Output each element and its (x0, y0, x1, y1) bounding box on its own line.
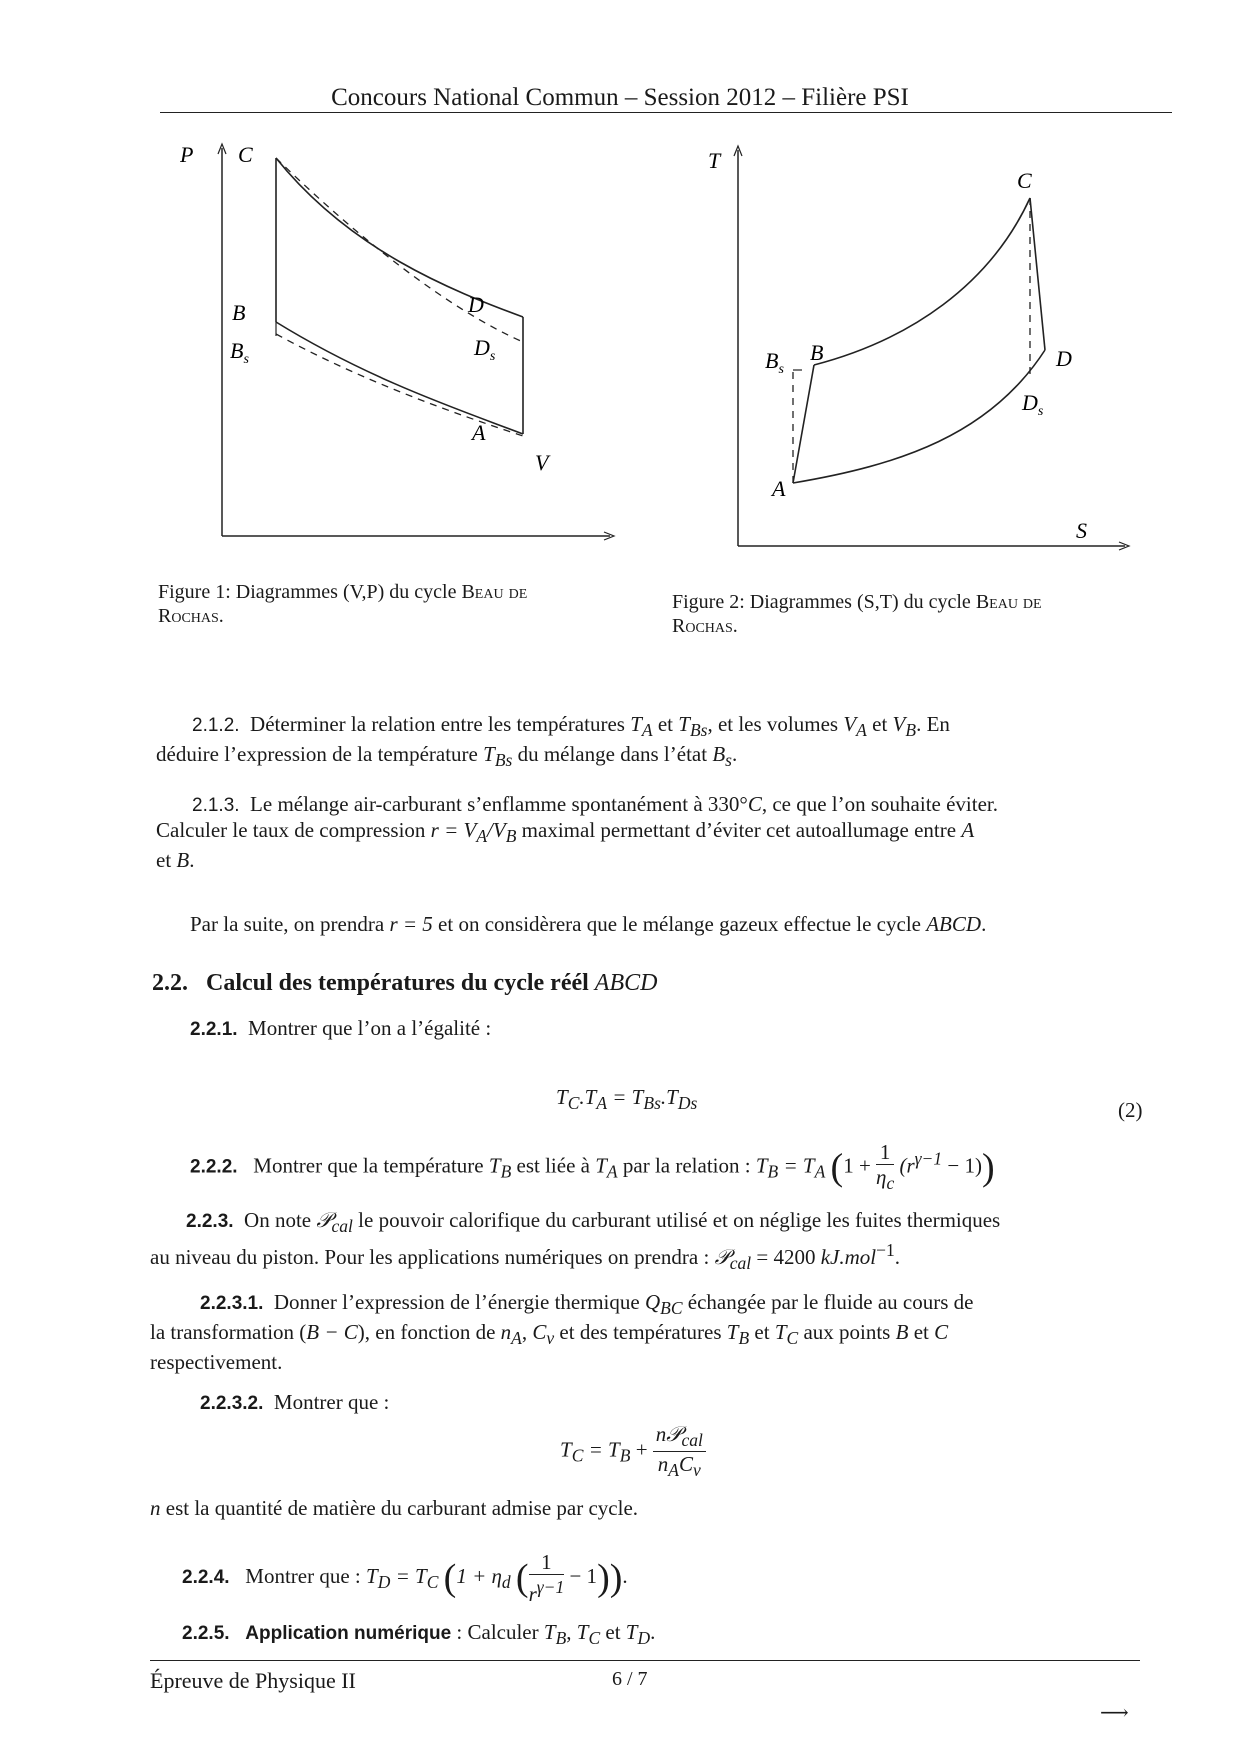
s-axis-label: S (1076, 518, 1087, 543)
note-n-definition: n est la quantité de matière du carburant admise par cycle. (150, 1496, 639, 1520)
question-2-1-2: 2.1.2. Déterminer la relation entre les températures $T_A$ et $T_{Bs}$, et les volumes $V_A$ et $V_B$. En déduire l’expression de la température $T_{Bs}$ du mélange dans l’état $B_s$. (156, 712, 950, 771)
figure-1-caption: Figure 1: Diagrammes (V,P) du cycle Beau de Rochas. (158, 581, 528, 627)
curve-c-ds-dashed (276, 158, 523, 342)
question-2-2-3-1: 2.2.3.1. Donner l’expression de l’énergie thermique $Q_{BC}$ échangée par le fluide au cours de la transformation (B − C), en fonction de $n_A$, $C_v$ et des températures $T_B$ et $T_C$ aux points B et C respectivement. (150, 1290, 974, 1375)
question-2-2-5: 2.2.5. Application numérique : Calculer $T_B$, $T_C$ et $T_D$. (182, 1620, 656, 1649)
point-bs-label: $B_s$ (230, 338, 249, 367)
point-c-label: C (1017, 168, 1032, 193)
point-d-label: D (1056, 346, 1072, 371)
footer-page-number: 6 / 7 (612, 1668, 648, 1690)
v-axis-label: V (535, 450, 549, 475)
curve-cd (276, 158, 523, 317)
next-page-arrow-icon: ⟶ (1100, 1702, 1129, 1724)
question-2-1-3: 2.1.3. Le mélange air-carburant s’enflamme spontanément à 330°C, ce que l’on souhaite éviter. Calculer le taux de compression $r = V_A/V_B$ maximal permettant d’éviter cet autoallumage entre A et B. (156, 792, 998, 873)
paragraph-par-la-suite: Par la suite, on prendra r = 5 et on considèrera que le mélange gazeux effectue le cycle ABCD. (190, 912, 987, 936)
section-2-2-heading: 2.2. Calcul des températures du cycle réél ABCD (152, 970, 658, 996)
p-axis-label: P (180, 142, 194, 167)
point-a-label: A (472, 420, 486, 445)
figure-2-caption: Figure 2: Diagrammes (S,T) du cycle Beau de Rochas. (672, 591, 1042, 637)
curve-ad (793, 350, 1045, 483)
question-2-2-2: 2.2.2. Montrer que la température $T_B$ est liée à $T_A$ par la relation : $T_B = T_A$ (1 + $\frac{1}{\eta_c}$ $(r^{\gamma-1} - 1)$) (190, 1140, 995, 1194)
equation-2-label: (2) (1118, 1098, 1143, 1122)
point-b-label: B (232, 300, 246, 325)
footer-exam-title: Épreuve de Physique II (150, 1668, 356, 1693)
point-c-label: C (238, 142, 253, 167)
question-2-2-4: 2.2.4. Montrer que : $T_D = T_C$ ($1 + \eta_d$ ( $\frac{1}{r^{\gamma-1}}$ − 1)). (182, 1550, 628, 1606)
question-2-2-3: 2.2.3. On note 𝒫$_{cal}$ le pouvoir calorifique du carburant utilisé et on néglige les fuites thermiques au niveau du piston. Pour les applications numériques on prendra : 𝒫$_{cal}$ = 4200 kJ.mol$^{-1}$. (150, 1208, 1001, 1274)
equation-2: $T_C.T_A = T_{Bs}.T_{Ds}$ (556, 1085, 698, 1114)
t-axis-label: T (708, 148, 721, 173)
curve-bc (814, 198, 1030, 365)
point-d-label: D (468, 292, 484, 317)
figure-1-vp-diagram (180, 140, 630, 550)
point-ds-label: $D_s$ (1022, 390, 1044, 419)
segment-cd (1030, 198, 1045, 350)
point-a-label: A (772, 476, 786, 501)
footer-rule (150, 1660, 1140, 1661)
equation-tc: $T_C = T_B$ + $\frac{n𝒫_{cal}}{n_AC_v}$ (560, 1422, 706, 1481)
point-ds-label: $D_s$ (474, 335, 496, 364)
question-2-2-1: 2.2.1. Montrer que l’on a l’égalité : (190, 1016, 492, 1040)
figure-2-st-diagram (680, 140, 1140, 560)
point-b-label: B (810, 340, 824, 365)
question-2-2-3-2: 2.2.3.2. Montrer que : (200, 1390, 390, 1414)
point-bs-label: $B_s$ (765, 348, 784, 377)
page-header-title: Concours National Commun – Session 2012 – Filière PSI (331, 84, 909, 111)
segment-ab (793, 365, 814, 483)
header-rule (160, 112, 1172, 113)
